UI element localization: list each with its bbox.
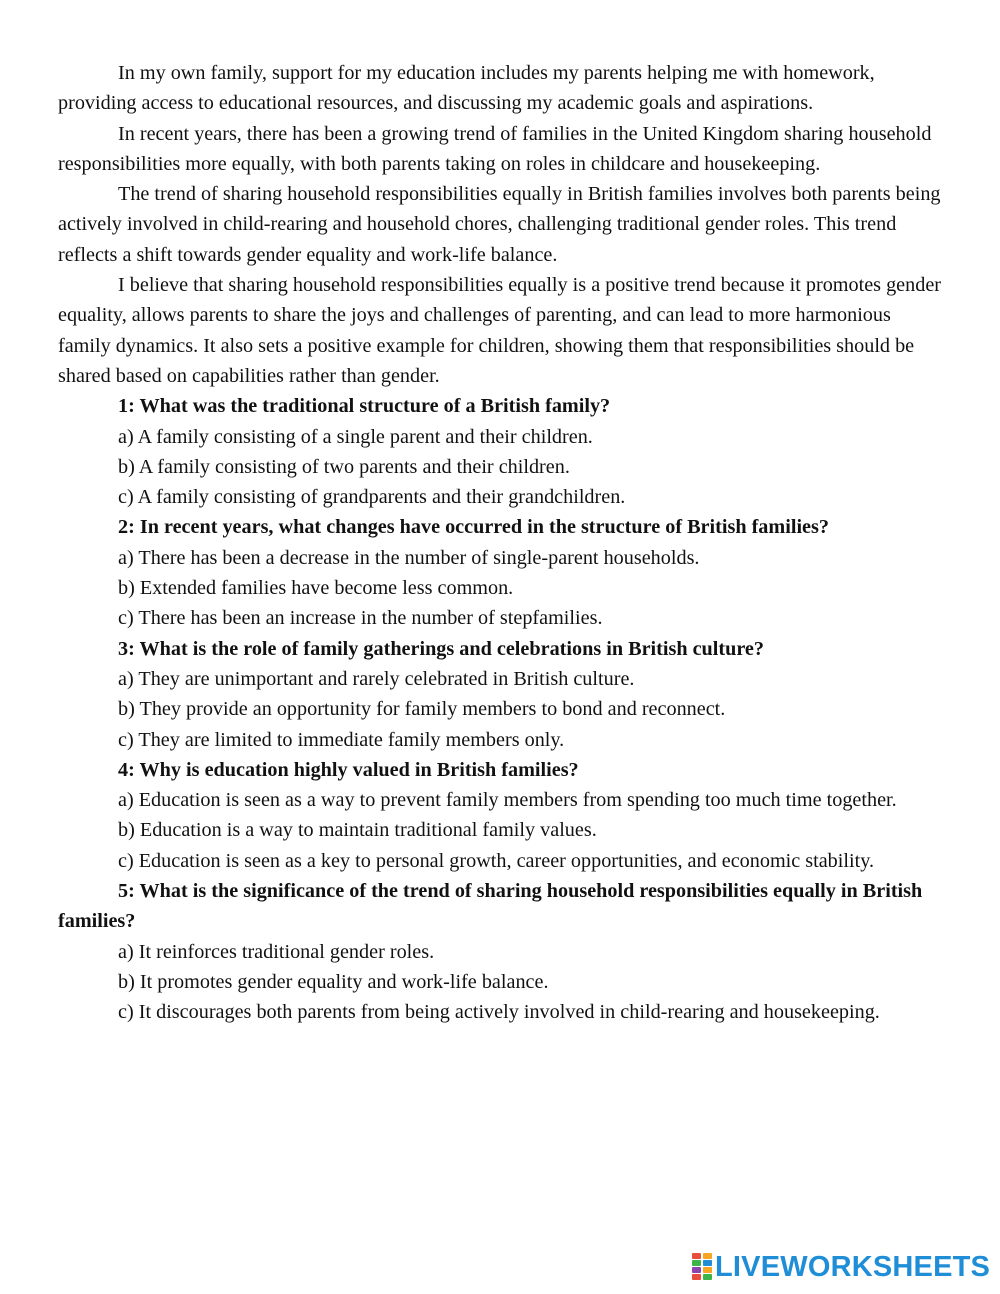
answer-option: c) It discourages both parents from being actively involved in child-rearing and housekeeping. xyxy=(118,1001,880,1024)
question-heading: 5: What is the significance of the trend of sharing household responsibilities equally in British families? xyxy=(58,880,923,933)
answer-option: a) A family consisting of a single parent and their children. xyxy=(118,425,593,448)
answer-option: b) It promotes gender equality and work-life balance. xyxy=(118,970,549,993)
question-heading: 4: Why is education highly valued in British families? xyxy=(118,758,579,781)
answer-option: c) They are limited to immediate family members only. xyxy=(118,728,565,751)
question-heading: 2: In recent years, what changes have occurred in the structure of British families? xyxy=(118,516,829,539)
liveworksheets-logo[interactable] xyxy=(692,1251,990,1283)
answer-option: a) There has been a decrease in the number of single-parent households. xyxy=(118,546,700,569)
logo-mark-square xyxy=(692,1253,701,1259)
question-heading: 1: What was the traditional structure of a British family? xyxy=(118,395,611,418)
document-body xyxy=(58,58,948,1028)
logo-mark-square xyxy=(703,1274,712,1280)
logo-mark-square xyxy=(692,1274,701,1280)
answer-option: c) A family consisting of grandparents and their grandchildren. xyxy=(118,486,626,509)
answer-option: b) Extended families have become less common. xyxy=(118,577,514,600)
answer-option: a) It reinforces traditional gender roles. xyxy=(118,940,435,963)
logo-mark-square xyxy=(703,1253,712,1259)
answer-option: c) There has been an increase in the number of stepfamilies. xyxy=(118,607,603,630)
answer-option: b) They provide an opportunity for family members to bond and reconnect. xyxy=(118,698,726,721)
answer-option: c) Education is seen as a key to personal growth, career opportunities, and economic stability. xyxy=(118,849,875,872)
answer-option: a) Education is seen as a way to prevent family members from spending too much time together. xyxy=(118,789,897,812)
logo-mark-square xyxy=(703,1267,712,1273)
logo-mark-square xyxy=(692,1260,701,1266)
logo-mark-icon xyxy=(692,1253,712,1281)
logo-text: LIVEWORKSHEETS xyxy=(715,1251,991,1283)
answer-option: b) A family consisting of two parents and their children. xyxy=(118,455,570,478)
answer-option: a) They are unimportant and rarely celebrated in British culture. xyxy=(118,667,635,690)
logo-mark-square xyxy=(692,1267,701,1273)
logo-mark-square xyxy=(703,1260,712,1266)
body-paragraph: In recent years, there has been a growing trend of families in the United Kingdom sharing household responsibilities more equally, with both parents taking on roles in childcare and housekeeping. xyxy=(58,122,932,175)
question-heading: 3: What is the role of family gatherings and celebrations in British culture? xyxy=(118,637,764,660)
body-paragraph: I believe that sharing household responsibilities equally is a positive trend because it promotes gender equality, allows parents to share the joys and challenges of parenting, and can lead to more harmonious family dynamics. It also sets a positive example for children, showing them that responsibilities should be shared based on capabilities rather than gender. xyxy=(58,274,941,387)
body-paragraph: In my own family, support for my education includes my parents helping me with homework, providing access to educational resources, and discussing my academic goals and aspirations. xyxy=(58,62,875,115)
answer-option: b) Education is a way to maintain traditional family values. xyxy=(118,819,597,842)
body-paragraph: The trend of sharing household responsibilities equally in British families involves both parents being actively involved in child-rearing and household chores, challenging traditional gender roles. This trend reflects a shift towards gender equality and work-life balance. xyxy=(58,183,941,266)
